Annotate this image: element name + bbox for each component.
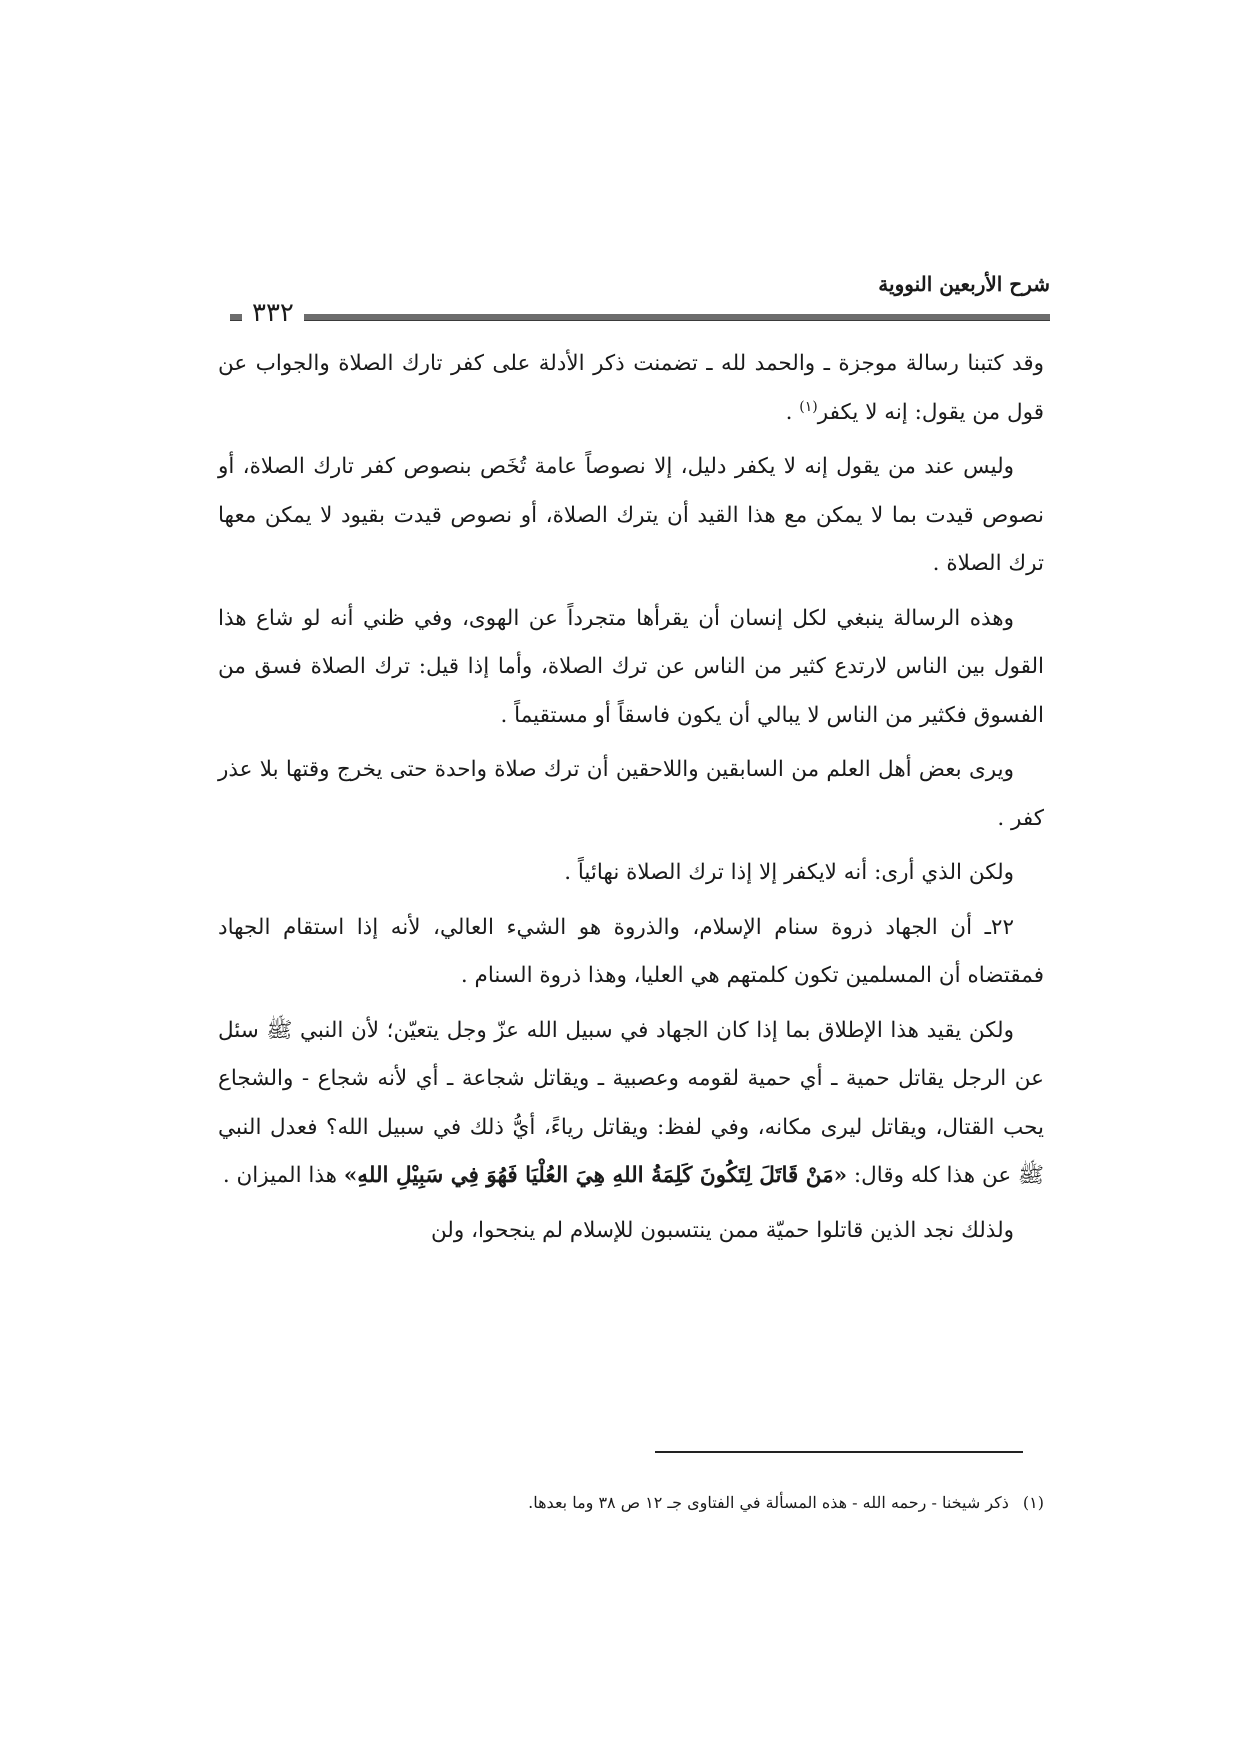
paragraph-1 xyxy=(218,340,1044,437)
hadith-quote: «مَنْ قَاتَلَ لِتَكُونَ كَلِمَةُ اللهِ هِيَ العُلْيَا فَهُوَ فِي سَبِيْلِ اللهِ» xyxy=(343,1163,848,1188)
footnote-reference: (١) xyxy=(799,398,818,415)
paragraph-7-end: هذا الميزان . xyxy=(222,1163,344,1188)
header-rule xyxy=(230,314,1050,321)
paragraph-1-text: وقد كتبنا رسالة موجزة ـ والحمد لله ـ تضمنت ذكر الأدلة على كفر تارك الصلاة والجواب عن قول من يقول: إنه لا يكفر xyxy=(218,351,1044,425)
paragraph-8: ولذلك نجد الذين قاتلوا حميّة ممن ينتسبون للإسلام لم ينجحوا، ولن xyxy=(430,1217,1014,1243)
paragraph-3: وهذه الرسالة ينبغي لكل إنسان أن يقرأها متجرداً عن الهوى، وفي ظني أنه لو شاع هذا القول بين الناس لارتدع كثير من الناس عن ترك الصلاة، وأما إذا قيل: ترك الصلاة فسق من الفسوق فكثير من الناس لا يبالي أن يكون فاسقاً أو مستقيماً . xyxy=(218,605,1044,728)
page-header xyxy=(230,272,1050,332)
paragraph-2: وليس عند من يقول إنه لا يكفر دليل، إلا نصوصاً عامة تُخَص بنصوص كفر تارك الصلاة، أو نصوص قيدت بما لا يمكن مع هذا القيد أن يترك الصلاة، أو نصوص قيدت بقيود لا يمكن معها ترك الصلاة . xyxy=(218,454,1044,576)
page-number: ٣٣٢ xyxy=(242,296,304,330)
footnote xyxy=(244,1490,1044,1516)
main-text xyxy=(218,340,1044,1261)
paragraph-7-text: ولكن يقيد هذا الإطلاق بما إذا كان الجهاد في سبيل الله عزّ وجل يتعيّن؛ لأن النبي ﷺ سئل عن الرجل يقاتل حمية ـ أي حمية لقومه وعصبية ـ ويقاتل شجاعة ـ أي لأنه شجاع - والشجاع يحب القتال، ويقاتل ليرى مكانه، وفي لفظ: ويقاتل رياءً، أيُّ ذلك في سبيل الله؟ فعدل النبي ﷺ عن هذا كله وقال: xyxy=(218,1017,1044,1188)
footnote-text: ذكر شيخنا - رحمه الله - هذه المسألة في الفتاوى جـ ١٢ ص ٣٨ وما بعدها. xyxy=(528,1493,1009,1512)
paragraph-5: ولكن الذي أرى: أنه لايكفر إلا إذا ترك الصلاة نهائياً . xyxy=(564,860,1014,885)
paragraph-1-end: . xyxy=(785,399,800,425)
running-header-book-title: شرح الأربعين النووية xyxy=(878,272,1050,296)
paragraph-4: ويرى بعض أهل العلم من السابقين واللاحقين أن ترك صلاة واحدة حتى يخرج وقتها بلا عذر كفر . xyxy=(218,757,1044,831)
footnote-marker: (١) xyxy=(1022,1493,1044,1512)
paragraph-7 xyxy=(218,1007,1044,1201)
paragraph-6: ٢٢ـ أن الجهاد ذروة سنام الإسلام، والذروة هو الشيء العالي، لأنه إذا استقام الجهاد فمقتضاه أن المسلمين تكون كلمتهم هي العليا، وهذا ذروة السنام . xyxy=(218,914,1044,988)
footnote-separator xyxy=(655,1451,1023,1453)
